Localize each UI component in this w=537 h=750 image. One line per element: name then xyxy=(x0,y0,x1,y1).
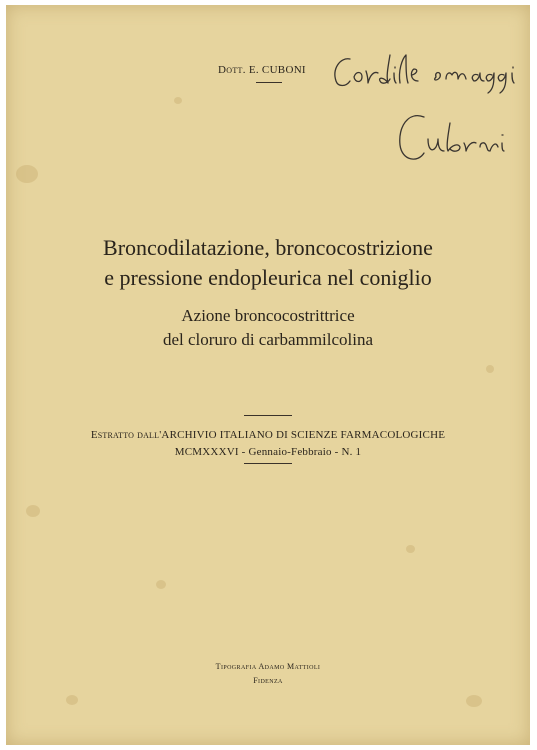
handwriting-stroke xyxy=(354,73,362,82)
handwriting-stroke xyxy=(480,143,498,151)
extract-prefix: Estratto dall' xyxy=(90,429,162,441)
paper-stain xyxy=(26,505,40,517)
printer-imprint xyxy=(6,660,530,688)
handwriting-stroke xyxy=(502,135,504,151)
handwriting-stroke xyxy=(335,59,350,86)
handwriting-stroke xyxy=(366,71,378,83)
handwriting-stroke xyxy=(498,73,506,93)
document-subtitle xyxy=(6,304,530,352)
paper-stain xyxy=(16,165,38,183)
handwriting-stroke xyxy=(472,73,484,81)
handwriting-stroke xyxy=(411,69,418,81)
handwriting-stroke xyxy=(435,73,441,81)
handwriting-stroke xyxy=(447,123,460,151)
document-page xyxy=(6,5,530,745)
title-line-2: e pressione endopleurica nel coniglio xyxy=(104,265,432,290)
extract-issue: MCMXXXVI - Gennaio-Febbraio - N. 1 xyxy=(174,446,362,458)
author-prefix: Dott. xyxy=(218,64,246,76)
separator-rule-bottom xyxy=(244,463,292,464)
extract-notice xyxy=(6,427,530,461)
handwriting-stroke xyxy=(512,67,514,83)
paper-stain xyxy=(486,365,494,373)
paper-stain xyxy=(174,97,182,104)
handwriting-stroke xyxy=(380,55,390,83)
handwriting-stroke xyxy=(399,55,408,83)
author-name: E. CUBONI xyxy=(248,64,306,76)
printer-name: Tipografia Adamo Mattioli xyxy=(215,662,321,671)
subtitle-line-2: del cloruro di carbammilcolina xyxy=(162,330,374,349)
paper-stain xyxy=(66,695,78,705)
extract-line-1 xyxy=(6,427,530,444)
handwriting-stroke xyxy=(446,72,466,79)
handwriting-stroke xyxy=(428,139,444,151)
author-line xyxy=(218,64,306,83)
handwriting-stroke xyxy=(464,142,476,151)
document-title xyxy=(6,233,530,293)
subtitle-line-1: Azione broncocostrittrice xyxy=(181,306,355,325)
separator-rule-top xyxy=(244,415,292,416)
printer-city: Fidenza xyxy=(253,676,283,685)
journal-name: ARCHIVIO ITALIANO DI SCIENZE FARMACOLOGICHE xyxy=(161,429,446,441)
paper-stain xyxy=(156,580,166,589)
handwriting-stroke xyxy=(394,67,396,83)
paper-stain xyxy=(406,545,415,553)
handwriting-stroke xyxy=(486,73,494,93)
title-line-1: Broncodilatazione, broncocostrizione xyxy=(103,235,433,260)
handwriting-stroke xyxy=(400,116,424,159)
author-rule xyxy=(256,82,282,83)
handwritten-inscription xyxy=(328,47,528,187)
paper-stain xyxy=(466,695,482,707)
